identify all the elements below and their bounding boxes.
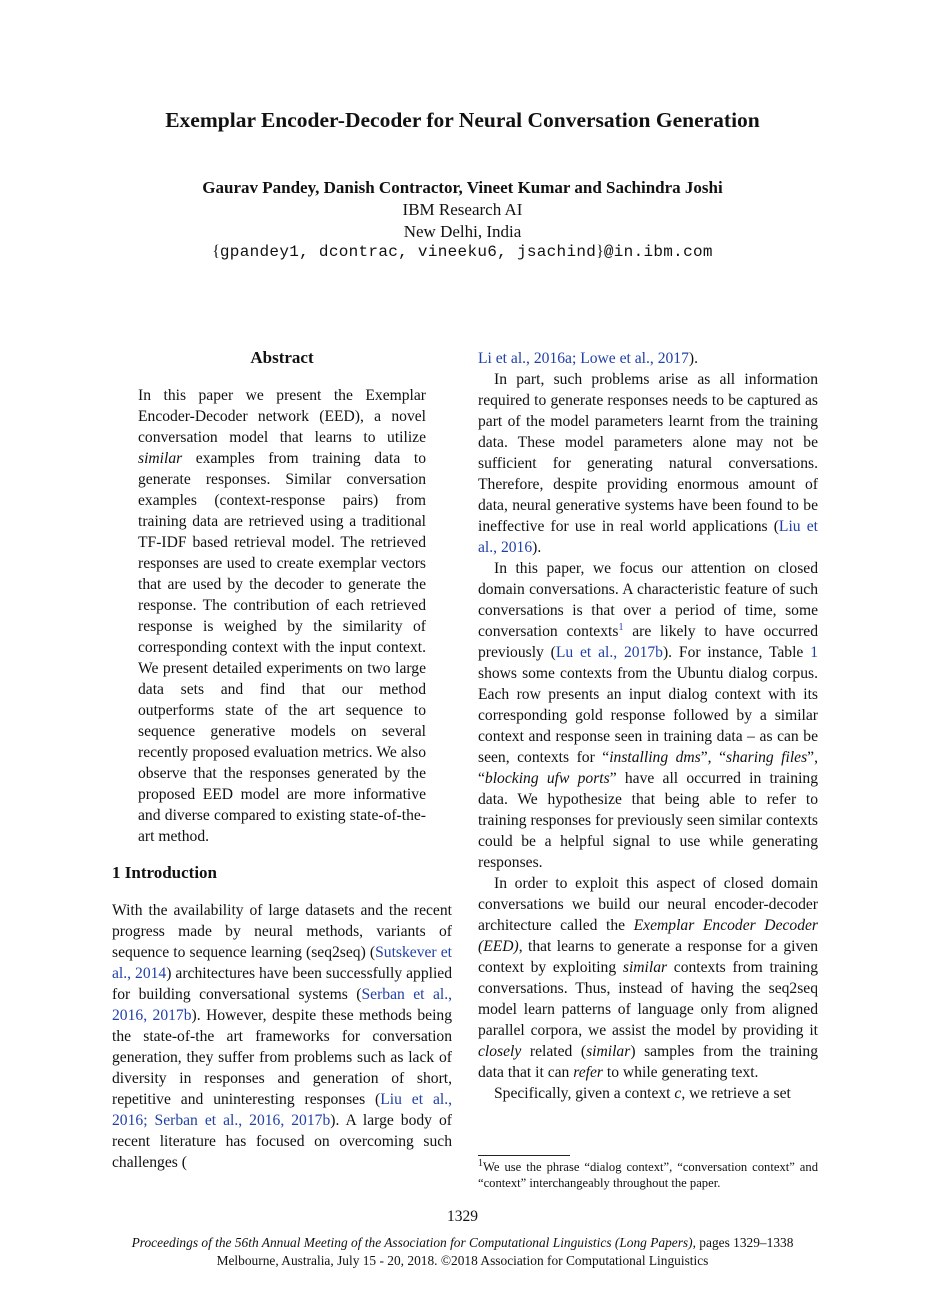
right-column xyxy=(478,348,818,1104)
abstract-heading: Abstract xyxy=(250,348,314,367)
author-list: Gaurav Pandey, Danish Contractor, Vineet Kumar and Sachindra Joshi xyxy=(202,178,723,197)
email-brace-open: { xyxy=(212,243,220,260)
citation-link[interactable]: Lu et al., 2017b xyxy=(555,644,663,661)
intro-paragraph-4: In order to exploit this aspect of closed domain conversations we build our neural encoder-decoder architecture called the Exemplar Encoder Decoder (EED), that learns to generate a response for a given context by exploiting similar contexts from training conversations. Thus, instead of having the seq2seq model learn patterns of language only from aligned parallel corpora, we assist the model by providing it closely related (similar) samples from the training data that it can refer to while generating text. xyxy=(478,875,818,1081)
table-reference-link[interactable]: 1 xyxy=(810,644,818,661)
citation-link[interactable]: Sutskever et al., 2014 xyxy=(112,944,452,982)
intro-paragraph-1: With the availability of large datasets and the recent progress made by neural methods, variants of sequence to sequence learning (seq2seq) (Sutskever et al., 2014) architectures have been successfully applied for building conversational systems (Serban et al., 2016, 2017b). However, despite these methods being the state-of-the art frameworks for conversation generation, they suffer from problems such as lack of diversity in responses and generation of short, repetitive and uninteresting responses (Liu et al., 2016; Serban et al., 2016, 2017b). A large body of recent literature has focused on overcoming such challenges ( xyxy=(112,902,453,1171)
section-heading-introduction: 1 Introduction xyxy=(112,863,218,882)
footnote-marker[interactable]: 1 xyxy=(618,621,624,633)
email-users: gpandey1, dcontrac, vineeku6, jsachind xyxy=(219,243,597,261)
citation-link[interactable]: Li et al., 2016a; Lowe et al., 2017 xyxy=(478,350,689,367)
citation-link[interactable]: Liu et al., 2016 xyxy=(478,518,818,556)
proceedings-line-1: Proceedings of the 56th Annual Meeting of the Association for Computational Linguistics (Long Papers), pages 1329–1338 xyxy=(131,1235,794,1250)
abstract-body xyxy=(112,368,452,847)
proceedings-line-2: Melbourne, Australia, July 15 - 20, 2018. ©2018 Association for Computational Linguistics xyxy=(216,1253,709,1268)
citation-link[interactable]: Liu et al., 2016; Serban et al., 2016, 2017b xyxy=(112,1091,452,1129)
paper-title: Exemplar Encoder-Decoder for Neural Conversation Generation xyxy=(165,108,760,132)
footnote-mark: 1 xyxy=(478,1157,483,1169)
email-domain: @in.ibm.com xyxy=(603,243,713,261)
affiliation: IBM Research AI xyxy=(402,200,523,219)
location: New Delhi, India xyxy=(403,222,522,241)
footnote-text: We use the phrase “dialog context”, “conversation context” and “context” interchangeably throughout the paper. xyxy=(478,1160,818,1190)
intro-paragraph-5: Specifically, given a context c, we retrieve a set xyxy=(494,1085,791,1102)
author-emails xyxy=(0,243,925,261)
footnote xyxy=(478,1159,818,1191)
intro-paragraph-3: In this paper, we focus our attention on closed domain conversations. A characteristic feature of such conversations is that over a period of time, some conversation contexts$^1$ are likely to have occurred previously (Lu et al., 2017b). For instance, Table 1 shows some contexts from the Ubuntu dialog corpus. Each row presents an input dialog context with its corresponding gold response followed by a similar context and response seen in training data – as can be seen, contexts for “installing dms”, “sharing files”, “blocking ufw ports” have all occurred in training data. We hypothesize that being able to refer to training responses for previously seen similar contexts could be a helpful signal to use while generating responses. xyxy=(478,560,818,871)
abstract-text: In this paper we present the Exemplar Encoder-Decoder network (EED), a novel conversation model that learns to utilize similar examples from training data to generate responses. Similar conversation examples (context-response pairs) from training data are retrieved using a traditional TF-IDF based retrieval model. The retrieved responses are used to create exemplar vectors that are used by the decoder to generate the response. The contribution of each retrieved response is weighed by the similarity of corresponding context with the input context. We present detailed experiments on two large data sets and find that our method outperforms state of the art sequence to sequence generative models on several recently proposed evaluation metrics. We also observe that the responses generated by the proposed EED model are more informative and diverse compared to existing state-of-the-art method. xyxy=(138,387,426,845)
citation-link[interactable]: Serban et al., 2016, 2017b xyxy=(112,986,452,1024)
page-number: 1329 xyxy=(447,1208,478,1225)
intro-paragraph-2: In part, such problems arise as all information required to generate responses needs to be captured as part of the model parameters learnt from the training data. These model parameters alone may not be sufficient for generating natural conversations. Therefore, despite providing enormous amount of data, neural generative systems have been found to be ineffective for use in real world applications (Liu et al., 2016). xyxy=(478,371,818,556)
email-brace-close: } xyxy=(596,243,604,260)
left-column xyxy=(112,347,452,1173)
footnote-divider xyxy=(478,1155,570,1156)
intro-paragraph-1-continued: Li et al., 2016a; Lowe et al., 2017). xyxy=(478,350,698,367)
